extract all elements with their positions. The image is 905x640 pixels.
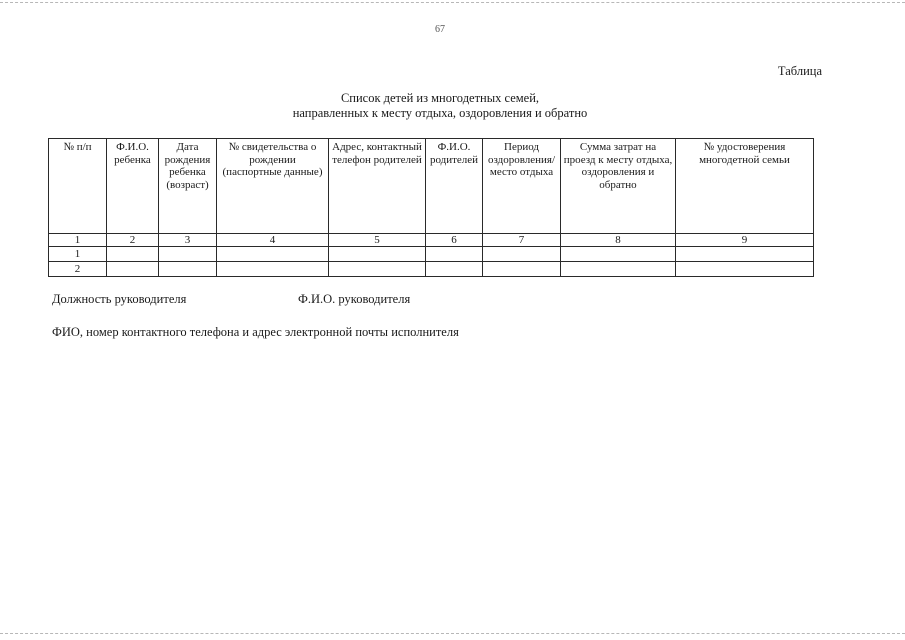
table-cell [676,262,814,277]
title-line-1: Список детей из многодетных семей, [340,91,540,105]
head-name-label: Ф.И.О. руководителя [298,292,411,306]
column-number: 7 [483,233,561,247]
header-cell-number: № п/п [49,139,107,234]
column-number: 6 [426,233,483,247]
column-number: 9 [676,233,814,247]
column-number: 8 [561,233,676,247]
scan-edge-bottom [0,633,905,634]
scan-edge-top [0,2,905,3]
table-cell [561,247,676,262]
document-title [240,91,640,121]
table-cell [426,262,483,277]
table-cell: 2 [49,262,107,277]
column-number: 5 [329,233,426,247]
table-label: Таблица [777,64,822,78]
header-cell-child-name: Ф.И.О. ребенка [107,139,159,234]
header-cell-birth-certificate: № свидетельства о рождении (паспортные данные) [217,139,329,234]
table-cell [159,247,217,262]
column-number: 1 [49,233,107,247]
column-number-row [49,233,814,247]
title-line-2: направленных к месту отдыха, оздоровления и обратно [292,106,588,120]
header-cell-family-certificate: № удостоверения многодетной семьи [676,139,814,234]
table-cell [483,247,561,262]
header-cell-parents-name: Ф.И.О. родителей [426,139,483,234]
column-number: 4 [217,233,329,247]
table-cell [329,247,426,262]
column-number: 3 [159,233,217,247]
header-cell-birth-date: Дата рождения ребенка (возраст) [159,139,217,234]
page-number: 67 [435,24,445,35]
table-cell [107,247,159,262]
executor-contact-line: ФИО, номер контактного телефона и адрес электронной почты исполнителя [52,325,459,339]
table-row [49,247,814,262]
table-cell [483,262,561,277]
table-row [49,262,814,277]
children-register-table [48,138,814,277]
column-number: 2 [107,233,159,247]
table-cell [159,262,217,277]
table-cell [426,247,483,262]
table-cell [107,262,159,277]
table-cell: 1 [49,247,107,262]
table-cell [561,262,676,277]
header-cell-period-place: Период оздоровления/место отдыха [483,139,561,234]
table-cell [329,262,426,277]
header-cell-address-phone: Адрес, контактный телефон родителей [329,139,426,234]
table-cell [217,247,329,262]
head-position-label: Должность руководителя [52,292,187,306]
header-row [49,139,814,234]
table-cell [676,247,814,262]
table-cell [217,262,329,277]
header-cell-travel-cost: Сумма затрат на проезд к месту отдыха, оздоровления и обратно [561,139,676,234]
